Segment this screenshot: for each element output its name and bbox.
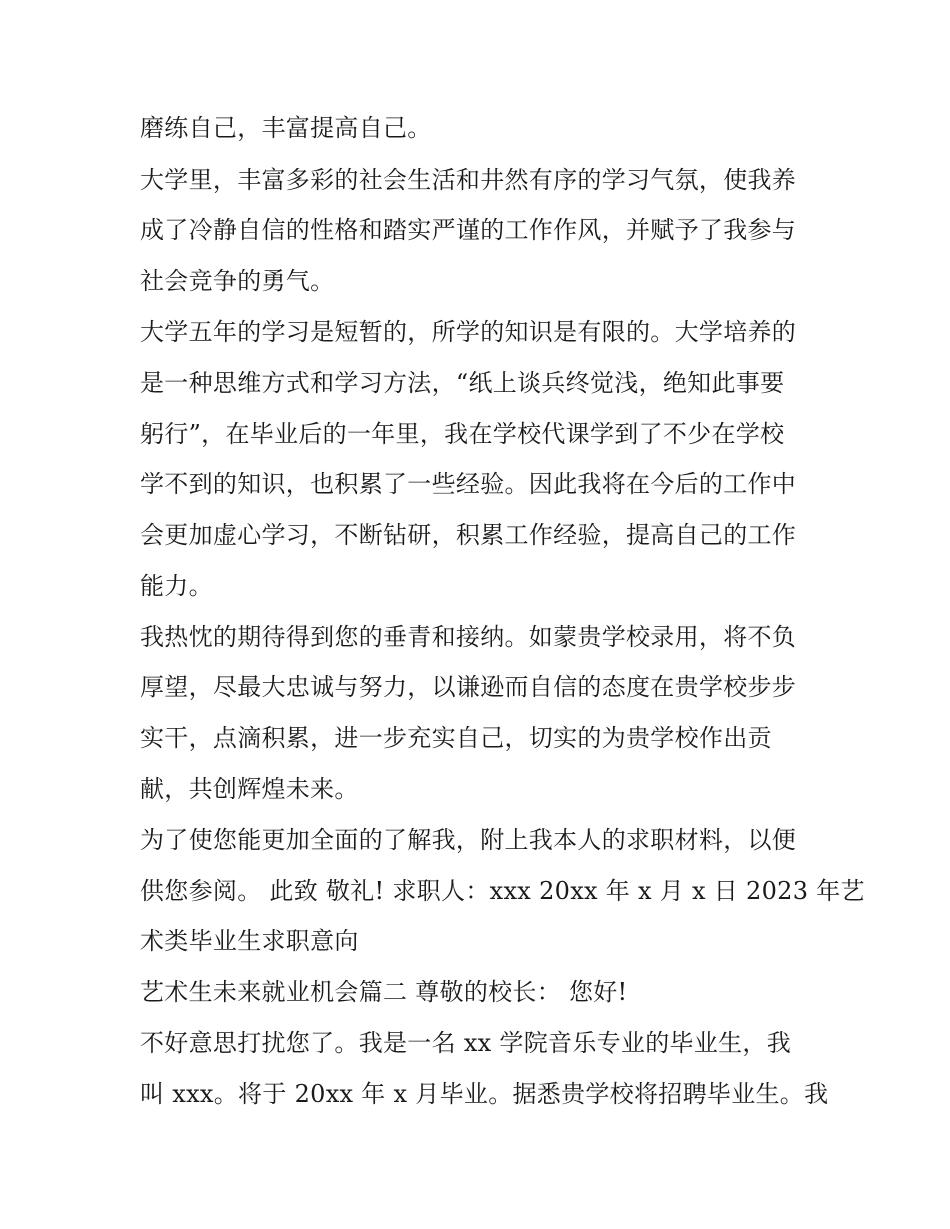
text-line: 大学里，丰富多彩的社会生活和井然有序的学习气氛，使我养 — [140, 166, 797, 194]
text-line: 大学五年的学习是短暂的，所学的知识是有限的。大学培养的 — [140, 318, 797, 346]
text-line: 会更加虚心学习，不断钻研，积累工作经验，提高自己的工作 — [140, 521, 797, 549]
text-line: 叫 xxx。将于 20xx 年 x 月毕业。据悉贵学校将招聘毕业生。我 — [140, 1080, 829, 1108]
text-line: 献，共创辉煌未来。 — [140, 775, 359, 803]
text-line: 能力。 — [140, 572, 213, 600]
text-line: 术类毕业生求职意向 — [140, 927, 359, 955]
text-line: 躬行”，在毕业后的一年里，我在学校代课学到了不少在学校 — [140, 420, 785, 448]
text-line: 是一种思维方式和学习方法，“纸上谈兵终觉浅，绝知此事要 — [140, 369, 785, 397]
text-line: 成了冷静自信的性格和踏实严谨的工作作风，并赋予了我参与 — [140, 216, 797, 244]
text-line: 厚望，尽最大忠诚与努力，以谦逊而自信的态度在贵学校步步 — [140, 673, 797, 701]
text-line: 不好意思打扰您了。我是一名 xx 学院音乐专业的毕业生，我 — [140, 1029, 792, 1057]
text-line: 磨练自己，丰富提高自己。 — [140, 114, 432, 142]
text-line: 社会竞争的勇气。 — [140, 267, 335, 295]
text-line: 艺术生未来就业机会篇二 尊敬的校长： 您好! — [140, 978, 628, 1006]
text-line: 实干，点滴积累，进一步充实自己，切实的为贵学校作出贡 — [140, 724, 772, 752]
text-line: 供您参阅。 此致 敬礼! 求职人：xxx 20xx 年 x 月 x 日 2023 年艺 — [140, 877, 865, 905]
text-line: 为了使您能更加全面的了解我，附上我本人的求职材料，以便 — [140, 826, 797, 854]
text-line: 学不到的知识，也积累了一些经验。因此我将在今后的工作中 — [140, 470, 797, 498]
text-line: 我热忱的期待得到您的垂青和接纳。如蒙贵学校录用，将不负 — [140, 623, 797, 651]
